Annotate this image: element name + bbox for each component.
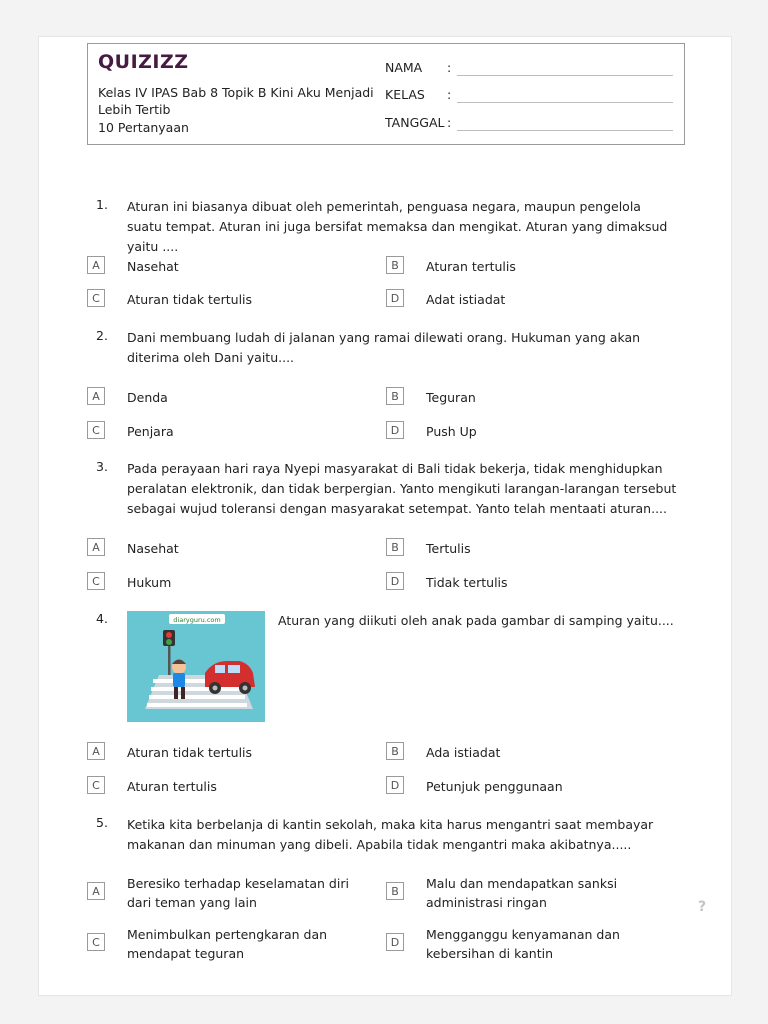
option-text: Petunjuk penggunaan	[426, 779, 563, 794]
option-text: Adat istiadat	[426, 292, 506, 307]
option-letter: C	[87, 776, 105, 794]
option-text: Ada istiadat	[426, 745, 501, 760]
question-number: 3.	[96, 459, 108, 474]
option-text: Beresiko terhadap keselamatan diri dari teman yang lain	[127, 876, 349, 910]
option-letter: B	[386, 256, 404, 274]
option-letter: C	[87, 289, 105, 307]
option-letter: B	[386, 538, 404, 556]
class-label: KELAS	[385, 87, 425, 102]
option-letter: A	[87, 742, 105, 760]
option-letter: D	[386, 572, 404, 590]
option-text: Penjara	[127, 424, 174, 439]
option-text: Nasehat	[127, 541, 179, 556]
option-letter: A	[87, 882, 105, 900]
question-text: Aturan yang diikuti oleh anak pada gambar di samping yaitu....	[278, 613, 674, 628]
option-text: Denda	[127, 390, 168, 405]
date-label: TANGGAL	[385, 115, 445, 130]
class-line	[457, 102, 673, 103]
quiz-title: Kelas IV IPAS Bab 8 Topik B Kini Aku Menjadi Lebih Tertib	[98, 85, 374, 117]
option-letter: A	[87, 387, 105, 405]
crossing-illustration	[127, 611, 265, 722]
worksheet-header	[87, 43, 685, 145]
date-line	[457, 130, 673, 131]
option-text: Malu dan mendapatkan sanksi administrasi ringan	[426, 876, 618, 910]
worksheet-page	[38, 36, 732, 996]
date-field	[385, 115, 452, 130]
option-text: Menimbulkan pertengkaran dan mendapat teguran	[127, 927, 328, 961]
question-number: 4.	[96, 611, 108, 626]
name-field	[385, 60, 452, 75]
option-text: Aturan tidak tertulis	[127, 292, 253, 307]
question-number: 2.	[96, 328, 108, 343]
image-caption: diaryguru.com	[173, 616, 221, 624]
option-letter: B	[386, 882, 404, 900]
date-colon: :	[447, 115, 452, 130]
name-label: NAMA	[385, 60, 423, 75]
option-letter: A	[87, 538, 105, 556]
question-number: 1.	[96, 197, 108, 212]
question-text: Ketika kita berbelanja di kantin sekolah, maka kita harus mengantri saat membayar makanan dan minuman yang dibeli. Apabila tidak mengantri maka akibatnya.....	[127, 817, 654, 852]
option-letter: D	[386, 933, 404, 951]
option-letter: D	[386, 421, 404, 439]
option-letter: C	[87, 572, 105, 590]
question-number: 5.	[96, 815, 108, 830]
option-text: Hukum	[127, 575, 172, 590]
name-line	[457, 75, 673, 76]
option-text: Aturan tertulis	[426, 259, 516, 274]
option-text: Aturan tidak tertulis	[127, 745, 253, 760]
option-text: Aturan tertulis	[127, 779, 217, 794]
option-letter: D	[386, 289, 404, 307]
option-text: Teguran	[426, 390, 476, 405]
option-letter: B	[386, 387, 404, 405]
option-text: Tertulis	[426, 541, 471, 556]
option-letter: B	[386, 742, 404, 760]
option-text: Tidak tertulis	[426, 575, 508, 590]
help-icon[interactable]: ?	[698, 899, 707, 915]
question-count: 10 Pertanyaan	[98, 120, 189, 135]
class-colon: :	[447, 87, 452, 102]
option-letter: D	[386, 776, 404, 794]
option-text: Push Up	[426, 424, 477, 439]
question-text: Aturan ini biasanya dibuat oleh pemerintah, penguasa negara, maupun pengelola suatu tempat. Aturan ini juga bersifat memaksa dan mengikat. Aturan yang dimaksud yaitu ....	[127, 199, 668, 254]
question-text: Pada perayaan hari raya Nyepi masyarakat di Bali tidak bekerja, tidak menghidupkan peralatan elektronik, dan tidak berpergian. Yanto mengikuti larangan-larangan tersebut sebagai wujud toleransi dengan masyarakat setempat. Yanto telah mentaati aturan....	[127, 461, 677, 516]
quizizz-logo: QUIZIZZ	[98, 51, 189, 73]
question-text: Dani membuang ludah di jalanan yang ramai dilewati orang. Hukuman yang akan diterima oleh Dani yaitu....	[127, 330, 641, 365]
option-letter: C	[87, 421, 105, 439]
option-letter: A	[87, 256, 105, 274]
class-field	[385, 87, 452, 102]
option-text: Mengganggu kenyamanan dan kebersihan di kantin	[426, 927, 620, 961]
name-colon: :	[447, 60, 452, 75]
option-letter: C	[87, 933, 105, 951]
crossing-illustration-svg	[127, 611, 265, 722]
option-text: Nasehat	[127, 259, 179, 274]
